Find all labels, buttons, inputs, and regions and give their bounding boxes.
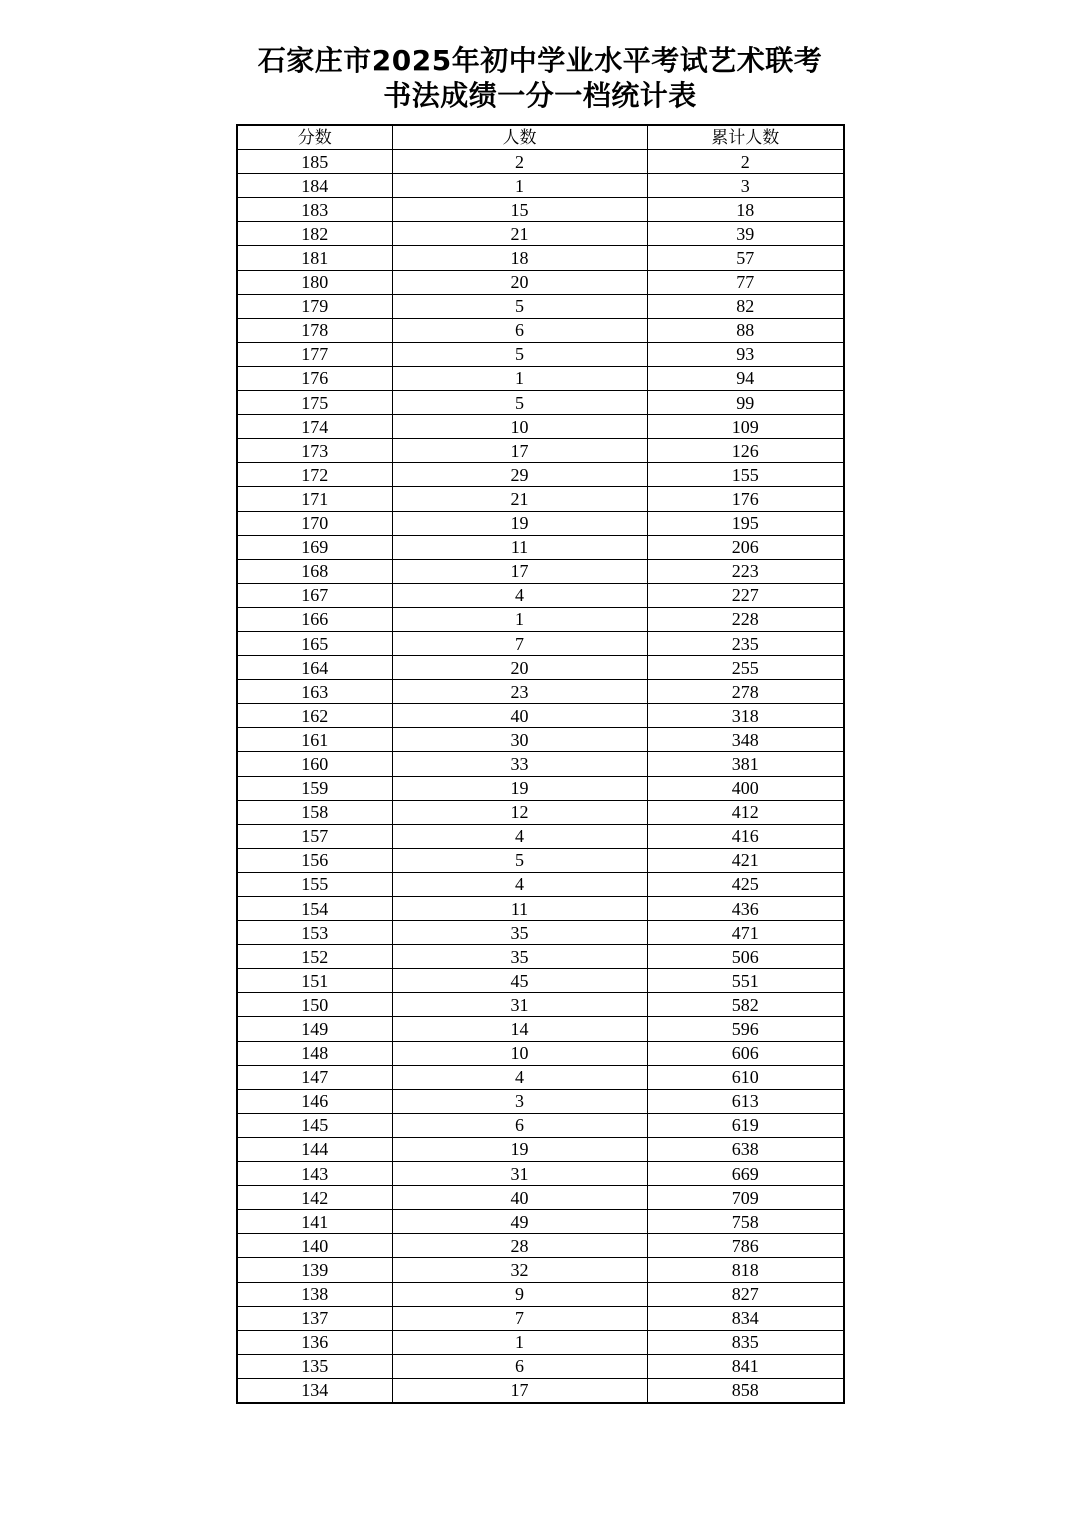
cell-cumulative: 39: [647, 222, 844, 246]
table-header: [237, 125, 844, 150]
cell-cumulative: 126: [647, 439, 844, 463]
table-row: [237, 872, 844, 896]
cell-cumulative: 235: [647, 631, 844, 655]
cell-cumulative: 551: [647, 969, 844, 993]
cell-count: 7: [392, 1306, 647, 1330]
table-row: [237, 607, 844, 631]
table-row: [237, 1186, 844, 1210]
cell-score: 134: [237, 1378, 392, 1403]
cell-score: 135: [237, 1354, 392, 1378]
cell-count: 21: [392, 487, 647, 511]
table-row: [237, 342, 844, 366]
cell-count: 4: [392, 1065, 647, 1089]
cell-cumulative: 786: [647, 1234, 844, 1258]
cell-cumulative: 206: [647, 535, 844, 559]
cell-cumulative: 3: [647, 174, 844, 198]
page-title-line-1: 石家庄市2025年初中学业水平考试艺术联考: [257, 44, 823, 77]
table-row: [237, 366, 844, 390]
cell-score: 161: [237, 728, 392, 752]
cell-count: 5: [392, 391, 647, 415]
table-row: [237, 559, 844, 583]
table-row: [237, 174, 844, 198]
page-title-line-2: 书法成绩一分一档统计表: [383, 79, 697, 112]
cell-count: 33: [392, 752, 647, 776]
table-row: [237, 680, 844, 704]
table-row: [237, 945, 844, 969]
cell-cumulative: 471: [647, 921, 844, 945]
cell-score: 183: [237, 198, 392, 222]
cell-score: 153: [237, 921, 392, 945]
cell-count: 40: [392, 704, 647, 728]
cell-score: 143: [237, 1162, 392, 1186]
cell-cumulative: 827: [647, 1282, 844, 1306]
table-row: [237, 391, 844, 415]
cell-cumulative: 278: [647, 680, 844, 704]
table-row: [237, 415, 844, 439]
table-row: [237, 222, 844, 246]
cell-count: 6: [392, 318, 647, 342]
header-cumulative: 累计人数: [647, 125, 844, 150]
table-row: [237, 631, 844, 655]
cell-count: 10: [392, 1041, 647, 1065]
table-row: [237, 463, 844, 487]
table-row: [237, 752, 844, 776]
cell-cumulative: 606: [647, 1041, 844, 1065]
cell-cumulative: 758: [647, 1210, 844, 1234]
cell-score: 162: [237, 704, 392, 728]
cell-count: 1: [392, 174, 647, 198]
table-row: [237, 1065, 844, 1089]
cell-score: 170: [237, 511, 392, 535]
cell-count: 1: [392, 607, 647, 631]
table-row: [237, 1330, 844, 1354]
cell-score: 185: [237, 150, 392, 174]
cell-cumulative: 109: [647, 415, 844, 439]
cell-count: 3: [392, 1089, 647, 1113]
cell-count: 6: [392, 1354, 647, 1378]
cell-score: 174: [237, 415, 392, 439]
table-row: [237, 1354, 844, 1378]
cell-cumulative: 255: [647, 656, 844, 680]
cell-cumulative: 18: [647, 198, 844, 222]
cell-count: 17: [392, 559, 647, 583]
table-row: [237, 1017, 844, 1041]
table-row: [237, 535, 844, 559]
table-row: [237, 511, 844, 535]
cell-count: 40: [392, 1186, 647, 1210]
cell-cumulative: 99: [647, 391, 844, 415]
cell-count: 1: [392, 1330, 647, 1354]
cell-count: 32: [392, 1258, 647, 1282]
cell-score: 156: [237, 848, 392, 872]
cell-score: 160: [237, 752, 392, 776]
cell-cumulative: 416: [647, 824, 844, 848]
cell-count: 19: [392, 1137, 647, 1161]
cell-cumulative: 596: [647, 1017, 844, 1041]
cell-count: 20: [392, 656, 647, 680]
cell-score: 166: [237, 607, 392, 631]
cell-cumulative: 858: [647, 1378, 844, 1403]
cell-score: 147: [237, 1065, 392, 1089]
cell-score: 142: [237, 1186, 392, 1210]
cell-cumulative: 2: [647, 150, 844, 174]
cell-score: 138: [237, 1282, 392, 1306]
cell-count: 11: [392, 535, 647, 559]
cell-score: 149: [237, 1017, 392, 1041]
cell-cumulative: 421: [647, 848, 844, 872]
score-distribution-table: [236, 124, 845, 1404]
cell-score: 155: [237, 872, 392, 896]
cell-cumulative: 155: [647, 463, 844, 487]
cell-count: 19: [392, 511, 647, 535]
table-row: [237, 439, 844, 463]
cell-score: 146: [237, 1089, 392, 1113]
cell-count: 23: [392, 680, 647, 704]
table-row: [237, 1210, 844, 1234]
cell-score: 177: [237, 342, 392, 366]
cell-count: 21: [392, 222, 647, 246]
cell-score: 163: [237, 680, 392, 704]
table-row: [237, 800, 844, 824]
cell-cumulative: 94: [647, 366, 844, 390]
cell-score: 154: [237, 897, 392, 921]
table-header-row: [237, 125, 844, 150]
cell-count: 29: [392, 463, 647, 487]
table-row: [237, 1113, 844, 1137]
table-row: [237, 318, 844, 342]
cell-count: 30: [392, 728, 647, 752]
cell-cumulative: 582: [647, 993, 844, 1017]
table-row: [237, 704, 844, 728]
table-row: [237, 487, 844, 511]
table-row: [237, 824, 844, 848]
cell-score: 136: [237, 1330, 392, 1354]
cell-count: 10: [392, 415, 647, 439]
cell-score: 141: [237, 1210, 392, 1234]
cell-count: 4: [392, 583, 647, 607]
table-row: [237, 848, 844, 872]
cell-cumulative: 610: [647, 1065, 844, 1089]
cell-score: 171: [237, 487, 392, 511]
cell-count: 31: [392, 1162, 647, 1186]
header-score: 分数: [237, 125, 392, 150]
cell-cumulative: 412: [647, 800, 844, 824]
cell-count: 18: [392, 246, 647, 270]
cell-count: 9: [392, 1282, 647, 1306]
cell-score: 151: [237, 969, 392, 993]
table-row: [237, 776, 844, 800]
table-row: [237, 897, 844, 921]
cell-count: 4: [392, 824, 647, 848]
cell-cumulative: 57: [647, 246, 844, 270]
table-row: [237, 1137, 844, 1161]
cell-score: 145: [237, 1113, 392, 1137]
cell-cumulative: 669: [647, 1162, 844, 1186]
cell-score: 184: [237, 174, 392, 198]
cell-cumulative: 835: [647, 1330, 844, 1354]
cell-cumulative: 93: [647, 342, 844, 366]
cell-score: 180: [237, 270, 392, 294]
header-count: 人数: [392, 125, 647, 150]
cell-score: 173: [237, 439, 392, 463]
cell-cumulative: 638: [647, 1137, 844, 1161]
cell-count: 5: [392, 848, 647, 872]
cell-cumulative: 227: [647, 583, 844, 607]
cell-score: 152: [237, 945, 392, 969]
cell-score: 157: [237, 824, 392, 848]
cell-count: 49: [392, 1210, 647, 1234]
table-row: [237, 1306, 844, 1330]
cell-score: 164: [237, 656, 392, 680]
cell-score: 144: [237, 1137, 392, 1161]
table-body: [237, 150, 844, 1403]
cell-score: 182: [237, 222, 392, 246]
cell-score: 179: [237, 294, 392, 318]
cell-count: 28: [392, 1234, 647, 1258]
cell-cumulative: 613: [647, 1089, 844, 1113]
cell-count: 5: [392, 294, 647, 318]
table-row: [237, 1234, 844, 1258]
cell-count: 19: [392, 776, 647, 800]
cell-count: 17: [392, 439, 647, 463]
table-row: [237, 728, 844, 752]
cell-cumulative: 436: [647, 897, 844, 921]
table-row: [237, 150, 844, 174]
cell-score: 172: [237, 463, 392, 487]
cell-score: 181: [237, 246, 392, 270]
cell-cumulative: 506: [647, 945, 844, 969]
cell-count: 7: [392, 631, 647, 655]
cell-count: 1: [392, 366, 647, 390]
cell-cumulative: 425: [647, 872, 844, 896]
cell-cumulative: 88: [647, 318, 844, 342]
table-row: [237, 1378, 844, 1403]
table-row: [237, 1162, 844, 1186]
table-row: [237, 270, 844, 294]
table-row: [237, 656, 844, 680]
cell-count: 20: [392, 270, 647, 294]
cell-score: 165: [237, 631, 392, 655]
cell-cumulative: 381: [647, 752, 844, 776]
cell-count: 45: [392, 969, 647, 993]
cell-score: 150: [237, 993, 392, 1017]
cell-cumulative: 709: [647, 1186, 844, 1210]
cell-count: 11: [392, 897, 647, 921]
cell-count: 2: [392, 150, 647, 174]
table-row: [237, 993, 844, 1017]
cell-count: 6: [392, 1113, 647, 1137]
table-row: [237, 1282, 844, 1306]
cell-cumulative: 818: [647, 1258, 844, 1282]
table-row: [237, 1089, 844, 1113]
cell-cumulative: 195: [647, 511, 844, 535]
cell-count: 15: [392, 198, 647, 222]
cell-cumulative: 348: [647, 728, 844, 752]
table-row: [237, 969, 844, 993]
cell-score: 148: [237, 1041, 392, 1065]
cell-count: 14: [392, 1017, 647, 1041]
cell-cumulative: 223: [647, 559, 844, 583]
table-row: [237, 1041, 844, 1065]
cell-score: 158: [237, 800, 392, 824]
cell-cumulative: 228: [647, 607, 844, 631]
cell-count: 12: [392, 800, 647, 824]
cell-cumulative: 82: [647, 294, 844, 318]
cell-score: 178: [237, 318, 392, 342]
cell-score: 167: [237, 583, 392, 607]
cell-score: 169: [237, 535, 392, 559]
cell-count: 4: [392, 872, 647, 896]
cell-count: 5: [392, 342, 647, 366]
cell-count: 31: [392, 993, 647, 1017]
cell-score: 137: [237, 1306, 392, 1330]
table-row: [237, 1258, 844, 1282]
table-row: [237, 583, 844, 607]
cell-score: 176: [237, 366, 392, 390]
cell-score: 168: [237, 559, 392, 583]
cell-score: 140: [237, 1234, 392, 1258]
cell-score: 139: [237, 1258, 392, 1282]
cell-cumulative: 834: [647, 1306, 844, 1330]
table-row: [237, 294, 844, 318]
cell-count: 35: [392, 921, 647, 945]
cell-cumulative: 400: [647, 776, 844, 800]
cell-cumulative: 318: [647, 704, 844, 728]
cell-count: 35: [392, 945, 647, 969]
cell-cumulative: 176: [647, 487, 844, 511]
cell-cumulative: 619: [647, 1113, 844, 1137]
table-row: [237, 198, 844, 222]
cell-cumulative: 841: [647, 1354, 844, 1378]
cell-cumulative: 77: [647, 270, 844, 294]
cell-count: 17: [392, 1378, 647, 1403]
cell-score: 175: [237, 391, 392, 415]
table-row: [237, 246, 844, 270]
cell-score: 159: [237, 776, 392, 800]
table-row: [237, 921, 844, 945]
